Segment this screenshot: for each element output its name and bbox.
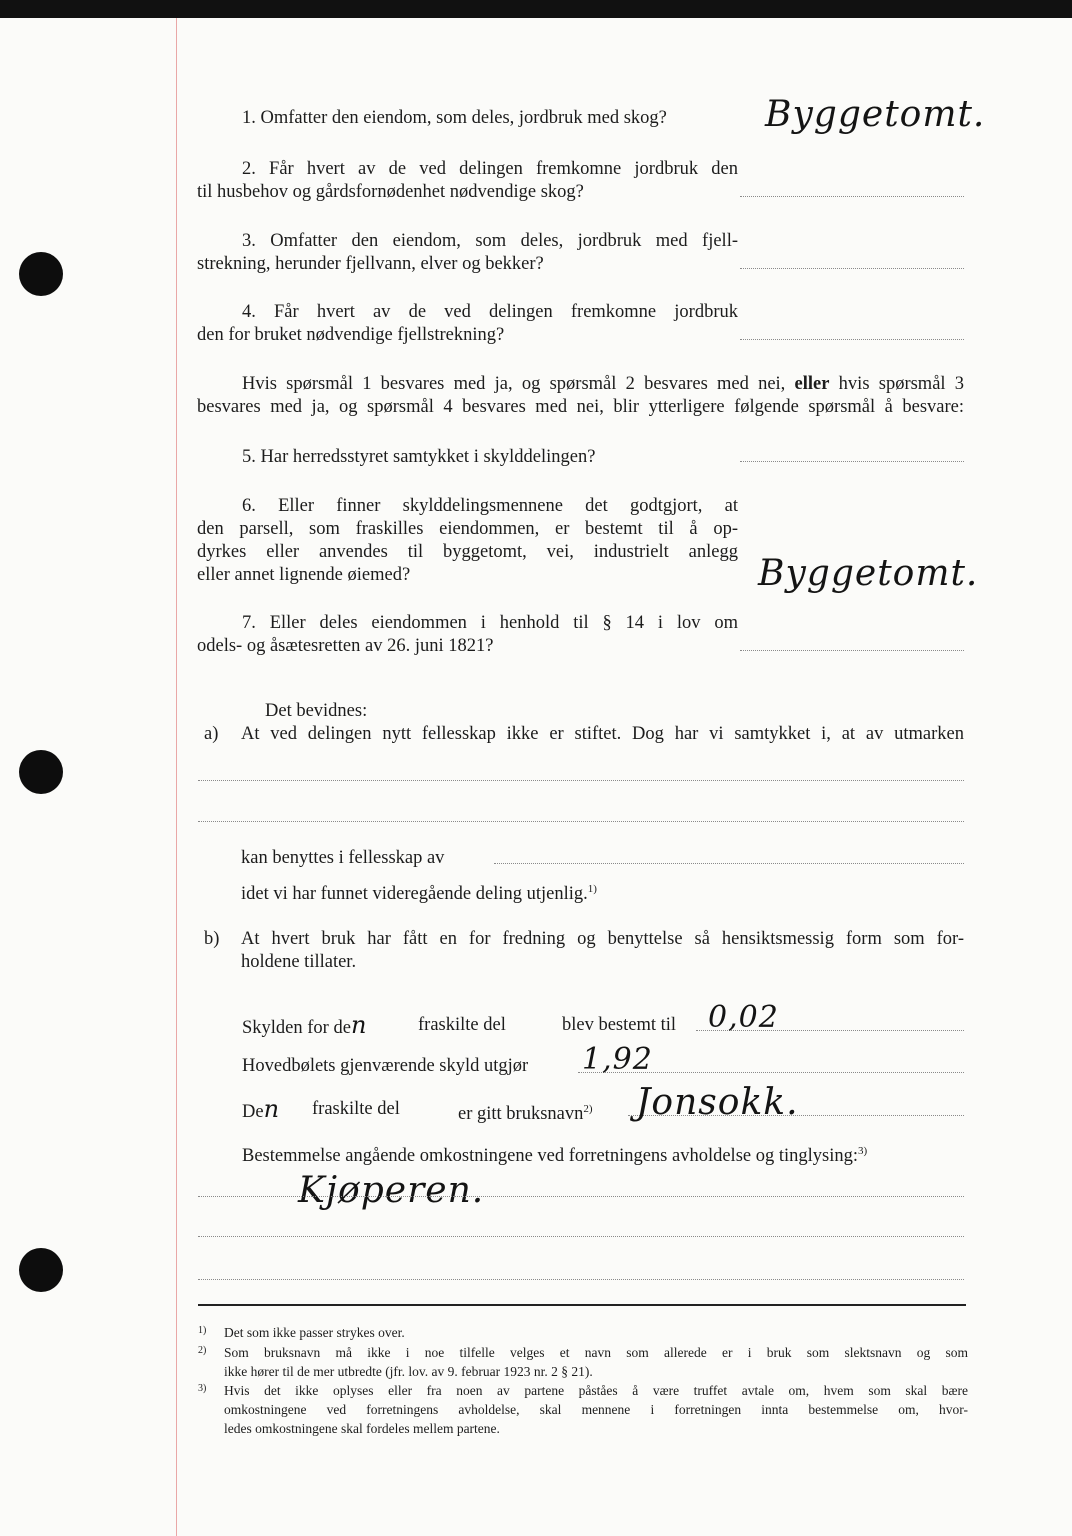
footnote-3-line2: omkostningene ved forretningens avholdelse, skal mennene i forretningen innta bestemmelse om, hvor- <box>224 1402 968 1417</box>
footnote-1-line1: Det som ikke passer strykes over. <box>224 1325 405 1340</box>
answer-6-handwritten: Byggetomt. <box>758 553 979 594</box>
footnote-3-line3: ledes omkostningene skal fordeles mellem partene. <box>224 1421 500 1436</box>
footnote-2-line1: Som bruksnavn må ikke i noe tilfelle velges et navn som allerede er i bruk som slektsnavn og som <box>224 1345 968 1360</box>
cert-a-line3: idet vi har funnet videregående deling utjenlig.$^{1)}$ <box>241 883 597 905</box>
cost-value-handwritten: Kjøperen. <box>298 1170 485 1211</box>
navn-value-handwritten: Jonsokk. <box>636 1082 799 1123</box>
cert-b-text1: At hvert bruk har fått en for fredning og benyttelse så hensiktsmessig form som for- <box>241 929 964 949</box>
skyld-value-handwritten: 0,02 <box>708 1000 779 1035</box>
certification-heading: Det bevidnes: <box>265 701 368 721</box>
question-1: 1. Omfatter den eiendom, som deles, jordbruk med skog? <box>242 108 667 128</box>
footnote-rule <box>198 1304 966 1306</box>
skyld-suffix: blev bestemt til <box>562 1015 677 1035</box>
fill-line[interactable] <box>198 1236 964 1237</box>
fill-line[interactable] <box>198 1196 964 1197</box>
question-5: 5. Har herredsstyret samtykket i skylddelingen? <box>242 447 596 467</box>
cert-a-line2: kan benyttes i fellesskap av <box>241 848 445 868</box>
fill-line[interactable] <box>198 821 964 822</box>
question-7-line1: 7. Eller deles eiendommen i henhold til § 14 i lov om <box>242 613 738 633</box>
answer-line-4[interactable] <box>740 339 964 340</box>
question-6-line2: den parsell, som fraskilles eiendommen, er bestemt til å op- <box>197 519 738 539</box>
hoved-value-handwritten: 1,92 <box>582 1042 653 1077</box>
cert-b-label: b) <box>204 929 220 949</box>
footnote-2-number: 2) <box>198 1345 207 1356</box>
footnote-1-number: 1) <box>198 1325 207 1336</box>
punch-hole <box>19 750 63 794</box>
question-7-line2: odels- og åsætesretten av 26. juni 1821? <box>197 636 494 656</box>
question-2-line1: 2. Får hvert av de ved delingen fremkomne jordbruk den <box>242 159 738 179</box>
answer-1-handwritten: Byggetomt. <box>765 94 986 135</box>
question-4-line2: den for bruket nødvendige fjellstrekning? <box>197 325 505 345</box>
fill-line[interactable] <box>494 863 964 864</box>
answer-line-3[interactable] <box>740 268 964 269</box>
punch-hole <box>19 1248 63 1292</box>
instruction-line1: Hvis spørsmål 1 besvares med ja, og spørsmål 2 besvares med nei, eller hvis spørsmål 3 <box>242 374 965 394</box>
question-6-line4: eller annet lignende øiemed? <box>197 565 411 585</box>
question-6-line1: 6. Eller finner skylddelingsmennene det godtgjort, at <box>242 496 738 516</box>
question-4-line1: 4. Får hvert av de ved delingen fremkomne jordbruk <box>242 302 738 322</box>
cost-label: Bestemmelse angående omkostningene ved forretningens avholdelse og tinglysing:$^{3)}$ <box>242 1145 868 1167</box>
navn-prefix: Den <box>242 1095 281 1123</box>
question-3-line1: 3. Omfatter den eiendom, som deles, jordbruk med fjell- <box>242 231 738 251</box>
navn-suffix: er gitt bruksnavn$^{2)}$ <box>458 1103 593 1125</box>
fill-line[interactable] <box>198 780 964 781</box>
punch-hole <box>19 252 63 296</box>
cert-a-text: At ved delingen nytt fellesskap ikke er stiftet. Dog har vi samtykket i, at av utmarken <box>241 724 964 744</box>
question-6-line3: dyrkes eller anvendes til byggetomt, vei, industrielt anlegg <box>197 542 738 562</box>
footnote-3-number: 3) <box>198 1383 207 1394</box>
answer-line-2[interactable] <box>740 196 964 197</box>
question-2-line2: til husbehov og gårdsfornødenhet nødvendige skog? <box>197 182 584 202</box>
fill-line[interactable] <box>198 1279 964 1280</box>
answer-line-5[interactable] <box>740 461 964 462</box>
margin-line <box>176 18 177 1536</box>
question-3-line2: strekning, herunder fjellvann, elver og bekker? <box>197 254 544 274</box>
answer-line-7[interactable] <box>740 650 964 651</box>
footnote-3-line1: Hvis det ikke oplyses eller fra noen av partene påståes å være truffet avtale om, hvem som skal bære <box>224 1383 968 1398</box>
skyld-prefix: Skylden for den <box>242 1011 368 1039</box>
instruction-line2: besvares med ja, og spørsmål 4 besvares med nei, blir ytterligere følgende spørsmål å besvare: <box>197 397 964 417</box>
navn-mid: fraskilte del <box>312 1099 400 1119</box>
skyld-mid: fraskilte del <box>418 1015 506 1035</box>
footnote-2-line2: ikke hører til de mer utbredte (jfr. lov. av 9. februar 1923 nr. 2 § 21). <box>224 1364 593 1379</box>
cert-a-label: a) <box>204 724 219 744</box>
cert-b-text2: holdene tillater. <box>241 952 357 972</box>
hoved-label: Hovedbølets gjenværende skyld utgjør <box>242 1056 529 1076</box>
document-page <box>0 18 1072 1536</box>
